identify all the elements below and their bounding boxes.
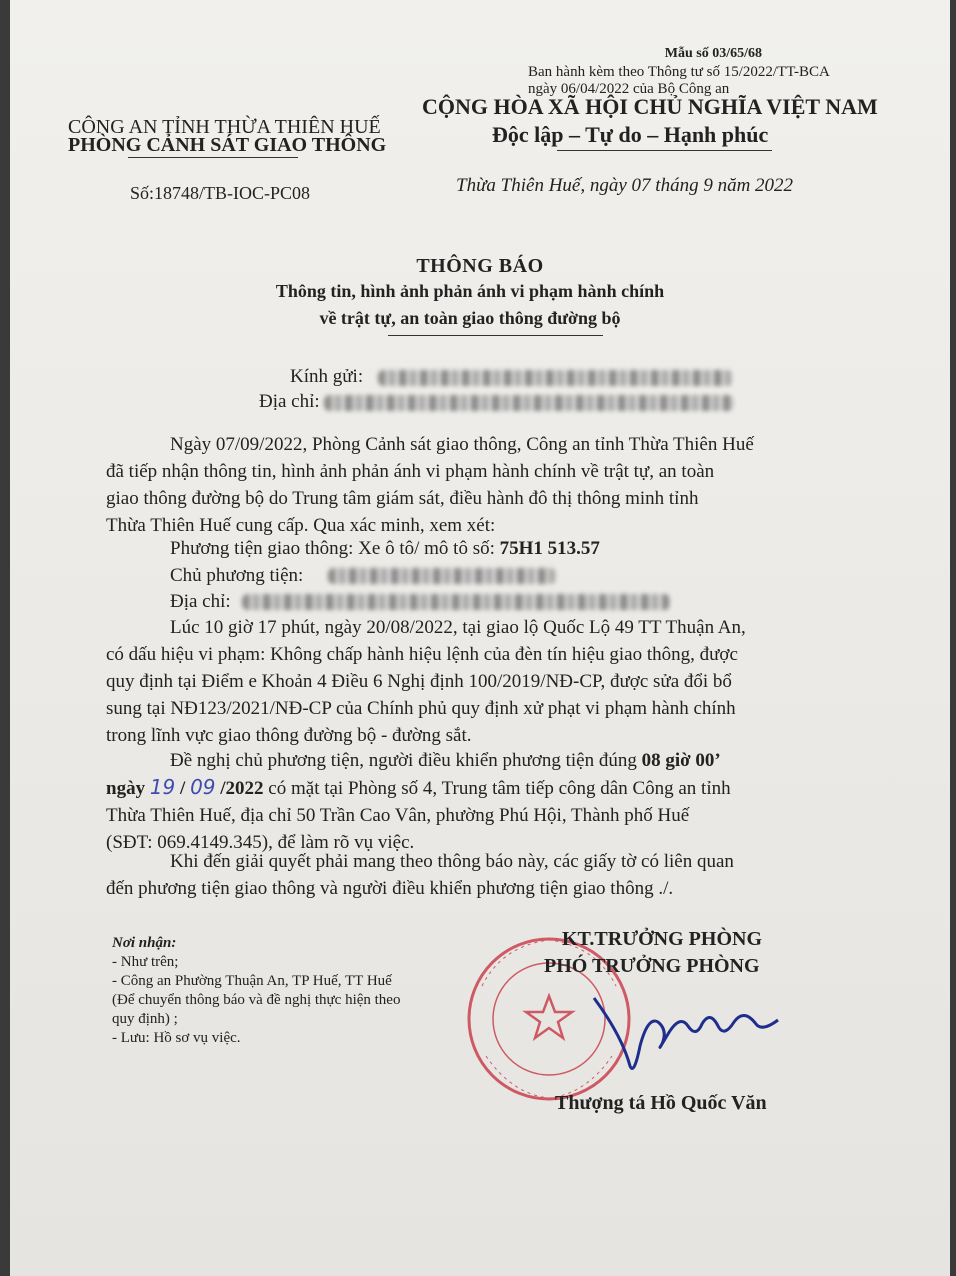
owner-label: Chủ phương tiện:	[170, 565, 304, 586]
document-title: THÔNG BÁO	[416, 255, 544, 277]
redacted-recipient	[378, 370, 733, 386]
request-place: có mặt tại Phòng số 4, Trung tâm tiếp công dân Công an tỉnh	[263, 778, 731, 799]
issued-line-2: ngày 06/04/2022 của Bộ Công an	[528, 81, 730, 97]
motto-underline	[557, 150, 772, 151]
redacted-owner	[328, 568, 556, 584]
agency-name: PHÒNG CẢNH SÁT GIAO THÔNG	[68, 134, 387, 156]
issued-note	[528, 64, 830, 98]
violation-line-4: sung tại NĐ123/2021/NĐ-CP của Chính phủ quy định xử phạt vi phạm hành chính	[106, 698, 736, 719]
appointment-time: 08 giờ 00’	[641, 750, 721, 771]
redacted-recipient-address	[324, 395, 734, 411]
document-number: Số:18748/TB-IOC-PC08	[130, 183, 311, 203]
violation-line-1: Lúc 10 giờ 17 phút, ngày 20/08/2022, tại giao lộ Quốc Lộ 49 TT Thuận An,	[170, 617, 746, 638]
recipients-heading: Nơi nhận:	[112, 935, 177, 951]
recipient-item-1: - Như trên;	[112, 954, 179, 970]
violation-line-5: trong lĩnh vực giao thông đường bộ - đường sắt.	[106, 725, 472, 746]
intro-line-2: đã tiếp nhận thông tin, hình ảnh phản ánh vi phạm hành chính về trật tự, an toàn	[106, 461, 715, 482]
request-paragraph	[106, 747, 886, 856]
request-text: Đề nghị chủ phương tiện, người điều khiển phương tiện đúng	[170, 750, 642, 771]
agency-parent: CÔNG AN TỈNH THỪA THIÊN HUẾ	[68, 116, 381, 138]
plate-number: 75H1 513.57	[499, 538, 600, 559]
vehicle-label: Phương tiện giao thông: Xe ô tô/ mô tô số:	[170, 538, 500, 559]
redacted-owner-address	[242, 594, 670, 610]
violation-paragraph	[106, 614, 886, 749]
closing-line-2: đến phương tiện giao thông và người điều khiển phương tiện giao thông ./.	[106, 878, 674, 899]
vehicle-line	[170, 538, 600, 560]
handwritten-day: 19	[149, 775, 176, 799]
recipients-block	[112, 934, 400, 1048]
intro-paragraph	[106, 431, 886, 539]
year: /2022	[220, 778, 264, 799]
recipient-item-4: quy định) ;	[112, 1011, 178, 1027]
subtitle-underline	[388, 335, 603, 336]
document-page	[10, 0, 950, 1276]
subtitle-line-1: Thông tin, hình ảnh phản ánh vi phạm hành chính	[275, 281, 665, 301]
closing-line-1: Khi đến giải quyết phải mang theo thông báo này, các giấy tờ có liên quan	[170, 851, 734, 872]
intro-line-3: giao thông đường bộ do Trung tâm giám sát, điều hành đô thị thông minh tỉnh	[106, 488, 699, 509]
issued-line-1: Ban hành kèm theo Thông tư số 15/2022/TT-BCA	[528, 64, 830, 80]
recipient-label: Kính gửi:	[290, 366, 364, 387]
handwritten-month: 09	[190, 775, 216, 799]
recipient-item-3: (Để chuyển thông báo và đề nghị thực hiện theo	[112, 992, 401, 1008]
subtitle-line-2: về trật tự, an toàn giao thông đường bộ	[319, 308, 621, 328]
signature-icon	[594, 998, 778, 1069]
agency-underline	[128, 157, 298, 158]
intro-line-4: Thừa Thiên Huế cung cấp. Qua xác minh, xem xét:	[106, 515, 496, 536]
national-title: CỘNG HÒA XÃ HỘI CHỦ NGHĨA VIỆT NAM	[422, 94, 878, 119]
signer-name: Thượng tá Hồ Quốc Văn	[555, 1092, 767, 1114]
violation-line-3: quy định tại Điểm e Khoản 4 Điều 6 Nghị định 100/2019/NĐ-CP, được sửa đổi bổ	[106, 671, 732, 692]
recipient-item-5: - Lưu: Hồ sơ vụ việc.	[112, 1030, 241, 1046]
national-motto: Độc lập – Tự do – Hạnh phúc	[492, 122, 769, 147]
intro-line-1: Ngày 07/09/2022, Phòng Cảnh sát giao thông, Công an tỉnh Thừa Thiên Huế	[170, 434, 754, 455]
owner-address-label: Địa chỉ:	[170, 591, 231, 612]
request-line-4: (SĐT: 069.4149.345), để làm rõ vụ việc.	[106, 832, 415, 853]
signing-title: PHÓ TRƯỞNG PHÒNG	[544, 955, 760, 977]
place-date: Thừa Thiên Huế, ngày 07 tháng 9 năm 2022	[456, 175, 794, 196]
recipient-address-label: Địa chỉ:	[259, 391, 320, 412]
closing-paragraph	[106, 848, 886, 902]
signing-authority: KT.TRƯỞNG PHÒNG	[562, 928, 762, 950]
violation-line-2: có dấu hiệu vi phạm: Không chấp hành hiệu lệnh của đèn tín hiệu giao thông, được	[106, 644, 738, 665]
request-line-2: ngày 19 / 09 /2022 có mặt tại Phòng số 4, Trung tâm tiếp công dân Công an tỉnh	[106, 775, 731, 799]
request-line-3: Thừa Thiên Huế, địa chỉ 50 Trần Cao Vân, phường Phú Hội, Thành phố Huế	[106, 805, 690, 826]
request-line-1	[106, 747, 886, 774]
day-label: ngày	[106, 778, 146, 799]
form-number: Mẫu số 03/65/68	[664, 46, 762, 61]
recipient-item-2: - Công an Phường Thuận An, TP Huế, TT Huế	[112, 973, 392, 989]
